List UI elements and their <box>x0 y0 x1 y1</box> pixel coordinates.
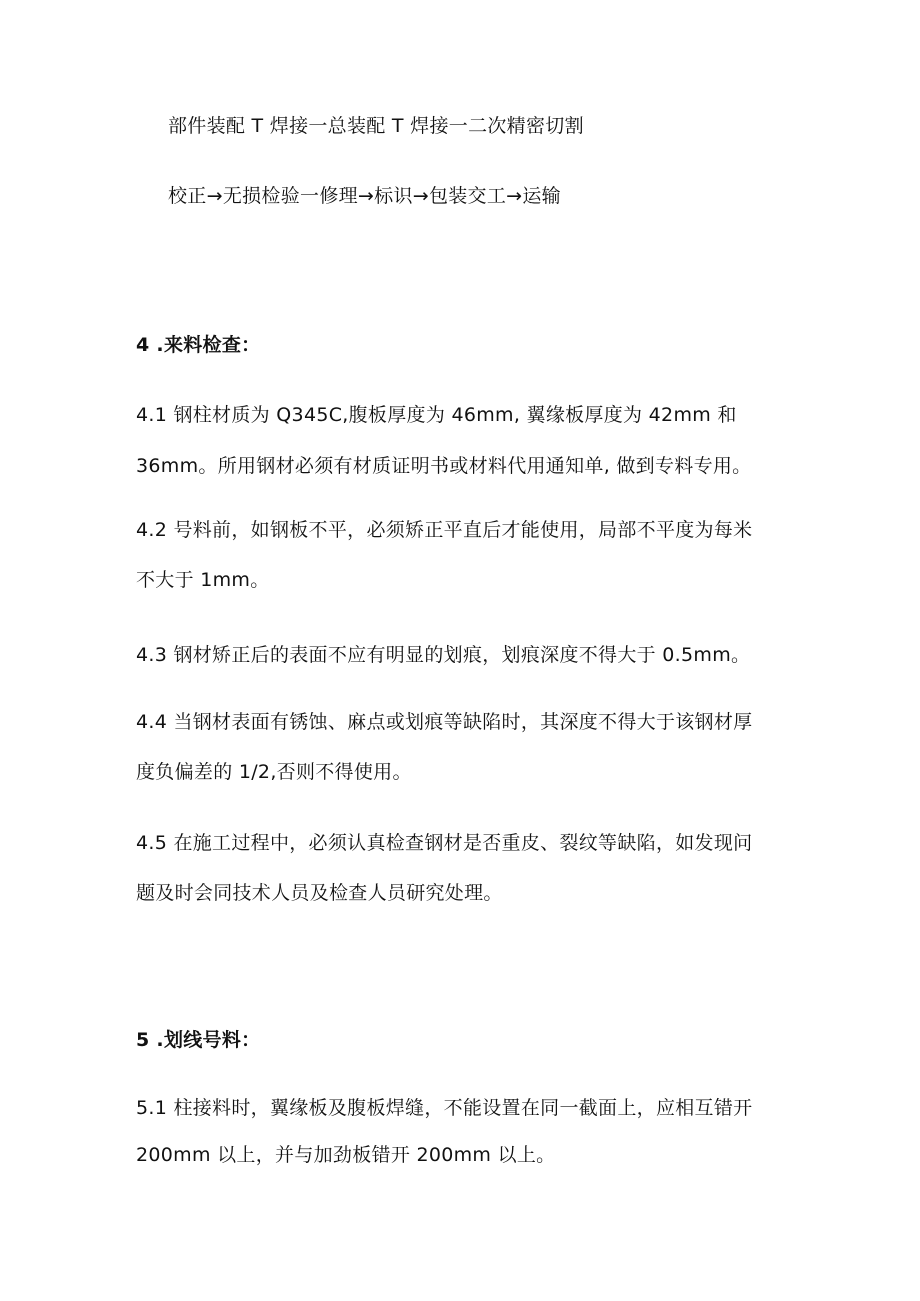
clause-5-1-line-1: 5.1 柱接料时，翼缘板及腹板焊缝，不能设置在同一截面上，应相互错开 <box>136 1097 753 1119</box>
clause-4-5-line-1: 4.5 在施工过程中，必须认真检查钢材是否重皮、裂纹等缺陷，如发现问 <box>136 832 753 854</box>
clause-4-4-line-2: 度负偏差的 1/2,否则不得使用。 <box>136 761 412 783</box>
clause-4-4-line-1: 4.4 当钢材表面有锈蚀、麻点或划痕等缺陷时，其深度不得大于该钢材厚 <box>136 711 753 733</box>
process-flow-line-2: 校正→无损检验一修理→标识→包装交工→运输 <box>168 185 561 207</box>
section-heading-4: 4 .来料检查： <box>136 334 261 356</box>
process-flow-line-1: 部件装配 T 焊接一总装配 T 焊接一二次精密切割 <box>168 115 584 137</box>
clause-5-1-line-2: 200mm 以上，并与加劲板错开 200mm 以上。 <box>136 1144 556 1166</box>
clause-4-5-line-2: 题及时会同技术人员及检查人员研究处理。 <box>136 882 503 904</box>
clause-4-3-line-1: 4.3 钢材矫正后的表面不应有明显的划痕，划痕深度不得大于 0.5mm。 <box>136 644 751 666</box>
section-heading-5: 5 .划线号料： <box>136 1029 261 1051</box>
clause-4-2-line-1: 4.2 号料前，如钢板不平，必须矫正平直后才能使用，局部不平度为每米 <box>136 519 753 541</box>
clause-4-1-line-1: 4.1 钢柱材质为 Q345C,腹板厚度为 46mm, 翼缘板厚度为 42mm 和 <box>136 404 737 426</box>
clause-4-2-line-2: 不大于 1mm。 <box>136 569 270 591</box>
clause-4-1-line-2: 36mm。所用钢材必须有材质证明书或材料代用通知单, 做到专料专用。 <box>136 455 752 477</box>
